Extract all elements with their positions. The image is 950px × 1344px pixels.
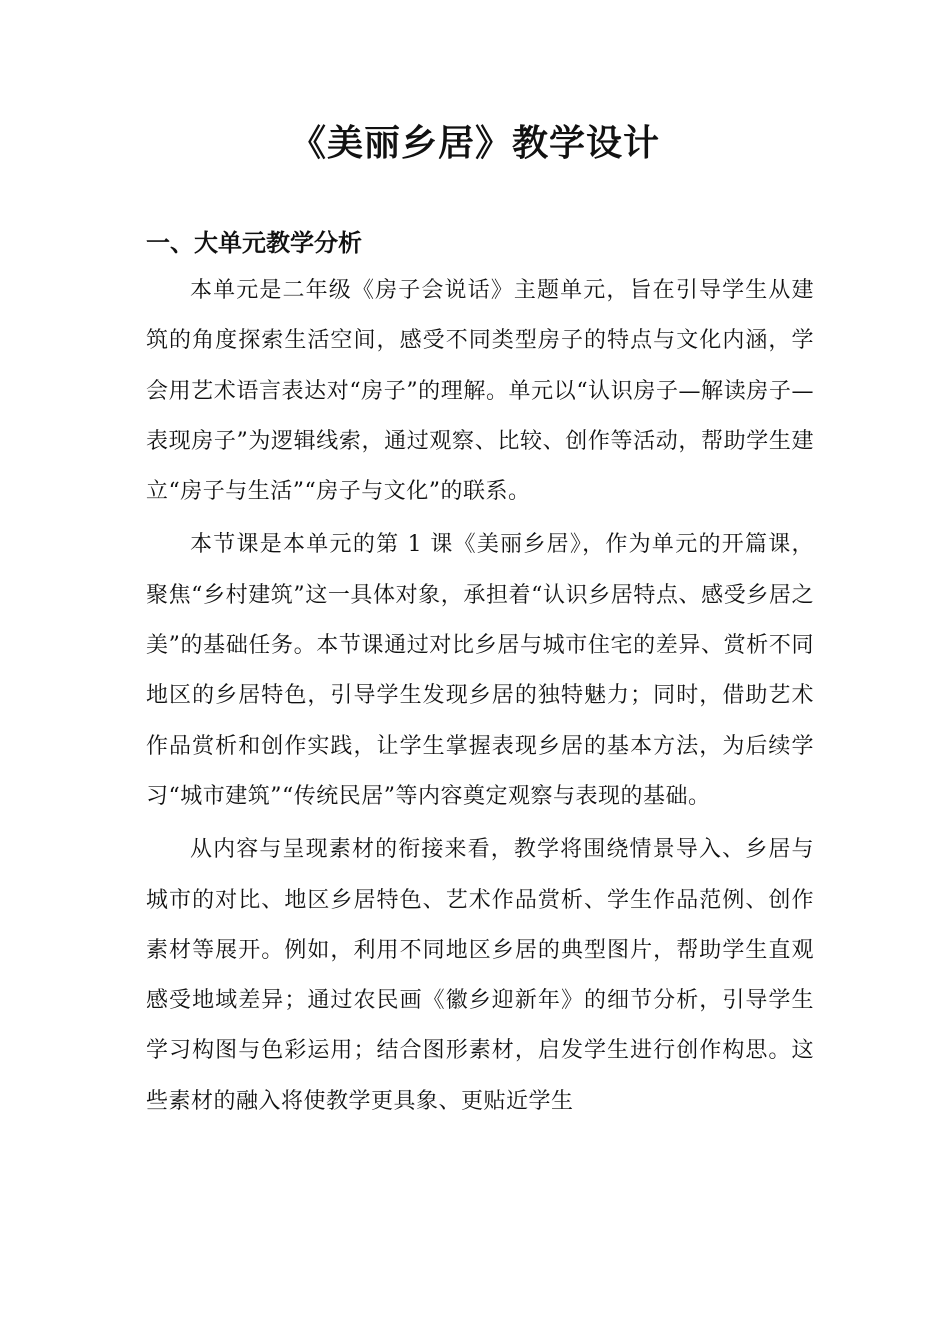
paragraph-lesson-position: 本节课是本单元的第 1 课《美丽乡居》，作为单元的开篇课，聚焦“乡村建筑”这一具体对象，承担着“认识乡居特点、感受乡居之美”的基础任务。本节课通过对比乡居与城市住宅的差异、赏析不同地区的乡居特色，引导学生发现乡居的独特魅力；同时，借助艺术作品赏析和创作实践，让学生掌握表现乡居的基本方法，为后续学习“城市建筑”“传统民居”等内容奠定观察与表现的基础。	[146, 532, 814, 809]
section-heading: 一、大单元教学分析	[146, 229, 362, 257]
section-body	[146, 266, 814, 1130]
paragraph-materials: 从内容与呈现素材的衔接来看，教学将围绕情景导入、乡居与城市的对比、地区乡居特色、艺术作品赏析、学生作品范例、创作素材等展开。例如，利用不同地区乡居的典型图片，帮助学生直观感受地域差异；通过农民画《徽乡迎新年》的细节分析，引导学生学习构图与色彩运用；结合图形素材，启发学生进行创作构思。这些素材的融入将使教学更具象、更贴近学生	[146, 837, 814, 1114]
paragraph-unit-analysis: 本单元是二年级《房子会说话》主题单元，旨在引导学生从建筑的角度探索生活空间，感受不同类型房子的特点与文化内涵，学会用艺术语言表达对“房子”的理解。单元以“认识房子—解读房子—表现房子”为逻辑线索，通过观察、比较、创作等活动，帮助学生建立“房子与生活”“房子与文化”的联系。	[146, 278, 814, 505]
document-title: 《美丽乡居》教学设计	[289, 123, 660, 164]
